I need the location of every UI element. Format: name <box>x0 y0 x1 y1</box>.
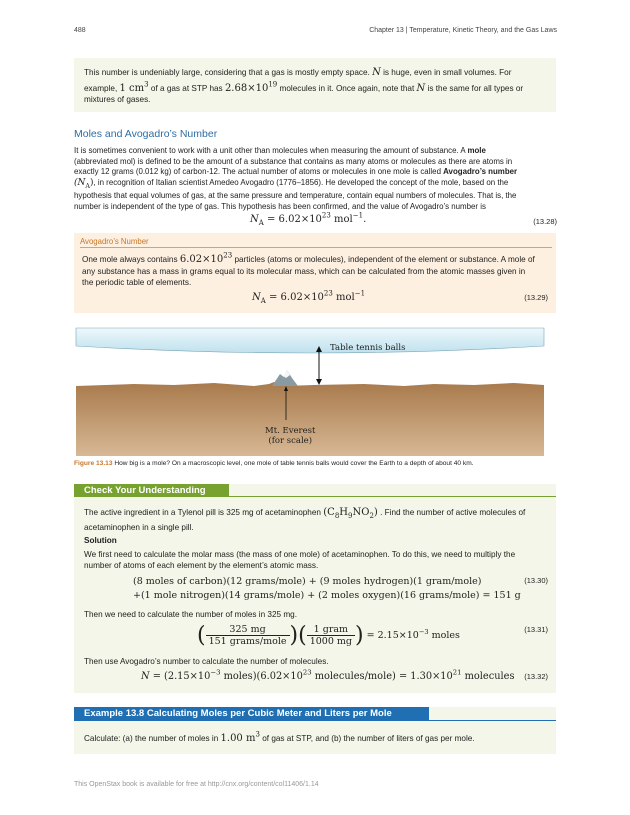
equation-number-13-32: (13.32) <box>524 672 548 681</box>
equation-number-13-29: (13.29) <box>524 293 548 302</box>
check-step-moles: Then we need to calculate the number of moles in 325 mg. <box>84 610 297 619</box>
example-banner-rule <box>429 720 556 721</box>
check-step-molecules: Then use Avogadro’s number to calculate the number of molecules. <box>84 657 329 666</box>
figure-mole-illustration <box>74 326 556 456</box>
label-table-tennis-balls: Table tennis balls <box>330 343 406 353</box>
figure-caption: Figure 13.13 How big is a mole? On a macroscopic level, one mole of table tennis balls would cover the Earth to a depth of about 40 km. <box>74 460 474 467</box>
equation-13-29: $N_A = 6.02\times 10^{23}$ mol$^{-1}$ <box>252 289 366 305</box>
example-question: Calculate: (a) the number of moles in 1.00 $m^3$ of gas at STP, and (b) the number of liters of gas per mole. <box>84 730 475 744</box>
intro-paragraph: It is sometimes convenient to work with a unit other than molecules when measuring the amount of substance. A mole (abbreviated mol) is defined to be the amount of a substance that contains as many atoms or molecules as there are atoms in exactly 12 grams (0.012 kg) of carbon-12. The actual number of atoms or molecules in one mole is called Avogadro’s number $(N_A)$, in recognition of Italian scientist Amedeo Avogadro (1776–1856). He developed the concept of the mole, based on the hypothesis that equal volumes of gas, at the same pressure and temperature, contain equal numbers of molecules. That is, the number is independent of the type of gas. This hypothesis has been confirmed, and the value of Avogadro’s number is <box>74 146 518 211</box>
chapter-title: Chapter 13 | Temperature, Kinetic Theory, and the Gas Laws <box>369 27 557 34</box>
avogadro-box-title: Avogadro’s Number <box>80 237 149 246</box>
check-banner-rule <box>229 496 556 497</box>
check-question: The active ingredient in a Tylenol pill is 325 mg of acetaminophen $(C_8H_9NO_2)$ . Find the number of active molecules of acetaminophen in a single pill. Solution We first need to calculate the molar mass (the mass of one mole) of acetaminophen. To do this, we need to multiply the number of atoms of each element by the element’s atomic mass. <box>84 507 526 570</box>
page-number: 488 <box>74 27 86 34</box>
equation-13-28: $N_A = 6.02\times 10^{23}$ mol$^{-1}$. <box>250 211 367 227</box>
label-mt-everest: Mt. Everest (for scale) <box>265 426 316 446</box>
mt-everest <box>272 370 298 386</box>
check-banner-label: Check Your Understanding <box>84 485 206 496</box>
avogadro-box-text: One mole always contains $6.02\times 10^{23}$ particles (atoms or molecules), independent of the element or substance. A mole of any substance has a mass in grams equal to its molecular mass, which can be calculated from the atomic masses given in the periodic table of elements. <box>82 251 535 287</box>
section-heading: Moles and Avogadro’s Number <box>74 128 218 140</box>
equation-number-13-28: (13.28) <box>533 217 557 226</box>
equation-13-30: (8 moles of carbon)(12 grams/mole) + (9 moles hydrogen)(1 gram/mole) +(1 mole nitrogen)(14 grams/mole) + (2 moles oxygen)(16 grams/mole) = 151 g <box>133 576 521 601</box>
equation-13-32: $N = (2.15\times 10^{-3}$ $moles)(6.02\times 10^{23}$ molecules/mole) = $1.30\times 10^{21}$ molecules <box>141 668 515 682</box>
equation-13-31: ( $\frac{325 mg}{\text{151 grams/mole}}$ )( $\frac{\text{1 gram}}{1000 mg}$ ) = $2.15\times 10^{-3}$ moles <box>197 623 460 648</box>
footer-citation: This OpenStax book is available for free at http://cnx.org/content/col11406/1.14 <box>74 781 319 788</box>
avogadro-box-rule <box>80 247 552 248</box>
equation-number-13-30: (13.30) <box>524 576 548 585</box>
equation-number-13-31: (13.31) <box>524 625 548 634</box>
example-banner-label: Example 13.8 Calculating Moles per Cubic Meter and Liters per Mole <box>84 708 392 719</box>
note-text: This number is undeniably large, considering that a gas is mostly empty space. N is huge, even in small volumes. For example, 1 $cm^3$ of a gas at STP has $2.68\times 10^{19}$ molecules in it. Once again, note that N is the same for all types or mixtures of gases. <box>84 67 524 104</box>
table-tennis-ball-layer <box>76 328 544 353</box>
